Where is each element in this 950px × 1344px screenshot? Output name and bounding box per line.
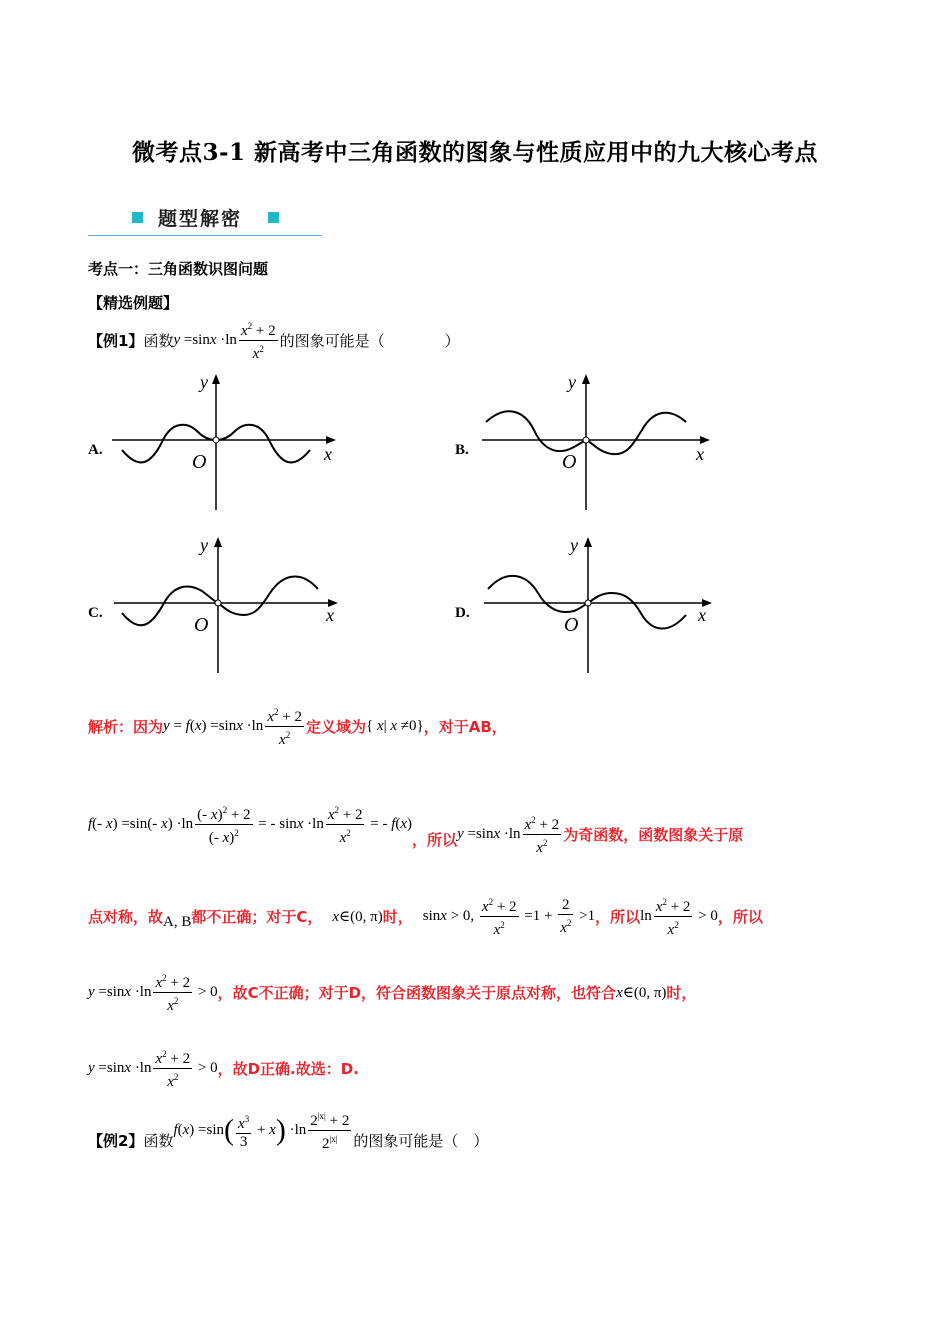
axis-x-label: x xyxy=(324,444,332,464)
analysis-line-2: f(- x) =sin(- x) ·ln $\frac{(- x)^2 + 2}{(- x)^2}$ = - sinx ·ln $\frac{x^2 + 2}{x^2}$ = - f(x) ，所以 y =sinx ·ln $\frac{x^2 + 2}{x^2}$ 为奇函数，函数图象关于原 xyxy=(88,792,743,857)
option-d-graph[interactable] xyxy=(484,535,718,675)
examples-heading: 【精选例题】 xyxy=(88,294,179,312)
axis-x-label: x xyxy=(698,605,706,625)
example2-question xyxy=(88,1108,488,1153)
axis-x-label: x xyxy=(326,605,334,625)
example1-formula: y =sinx ·ln $\frac{x^2 + 2}{x^2}$ xyxy=(173,318,279,363)
origin-label: O xyxy=(192,451,207,473)
banner-text: 题型解密 xyxy=(158,208,243,230)
example1-question xyxy=(88,318,460,363)
example2-label: 【例2】 xyxy=(88,1132,144,1150)
analysis-label: 解析：因为 xyxy=(88,718,164,736)
example1-label: 【例1】 xyxy=(88,332,144,350)
banner-square-right xyxy=(268,212,279,223)
axis-x-label: x xyxy=(696,444,704,464)
example1-prefix: 函数 xyxy=(143,332,174,350)
axis-y-label: y xyxy=(568,372,576,392)
example1-suffix: 的图象可能是（ ） xyxy=(279,332,460,350)
example2-suffix: 的图象可能是（ ） xyxy=(353,1132,489,1150)
option-a-label[interactable]: A. xyxy=(88,442,103,458)
example2-formula: f(x) =sin( $\frac{x^3}{3}$ + x) ·ln $\frac{2^{|x|} + 2}{2^{|x|}}$ xyxy=(173,1108,353,1153)
axis-y-label: y xyxy=(200,372,208,392)
origin-label: O xyxy=(194,614,209,636)
origin-label: O xyxy=(562,451,577,473)
option-b-label[interactable]: B. xyxy=(455,442,469,458)
analysis-line-5: y =sinx ·ln $\frac{x^2 + 2}{x^2}$ > 0 ，故D正确.故选：D. xyxy=(88,1046,359,1091)
axis-y-label: y xyxy=(570,535,578,555)
page-title: 微考点3-1 新高考中三角函数的图象与性质应用中的九大核心考点 xyxy=(131,139,819,166)
origin-label: O xyxy=(564,614,579,636)
analysis-line-4: y =sinx ·ln $\frac{x^2 + 2}{x^2}$ > 0 ，故C不正确；对于D，符合函数图象关于原点对称，也符合 x∈(0, π) 时， xyxy=(88,970,696,1015)
section-banner xyxy=(88,202,322,236)
banner-underline xyxy=(88,235,322,236)
option-c-graph[interactable] xyxy=(114,535,344,675)
section-heading: 考点一：三角函数识图问题 xyxy=(88,260,269,278)
axis-y-label: y xyxy=(200,535,208,555)
option-b-graph[interactable] xyxy=(482,372,716,512)
analysis-line-3: 点对称，故 A, B 都不正确；对于C， x∈(0, π) 时， sinx > 0, $\frac{x^2 + 2}{x^2}$ =1 + $\frac{2}{x^2}$ >1 ，所以 ln $\frac{x^2 + 2}{x^2}$ > 0 ，所以 xyxy=(88,894,763,939)
option-d-label[interactable]: D. xyxy=(455,605,470,621)
example2-prefix: 函数 xyxy=(143,1132,174,1150)
option-a-graph[interactable] xyxy=(112,372,342,512)
analysis-line-1: 解析：因为 y = f(x) =sinx ·ln $\frac{x^2 + 2}{x^2}$ 定义域为 { x| x ≠0} ，对于AB， xyxy=(88,704,507,749)
banner-square-left xyxy=(132,212,143,223)
option-c-label[interactable]: C. xyxy=(88,605,103,621)
